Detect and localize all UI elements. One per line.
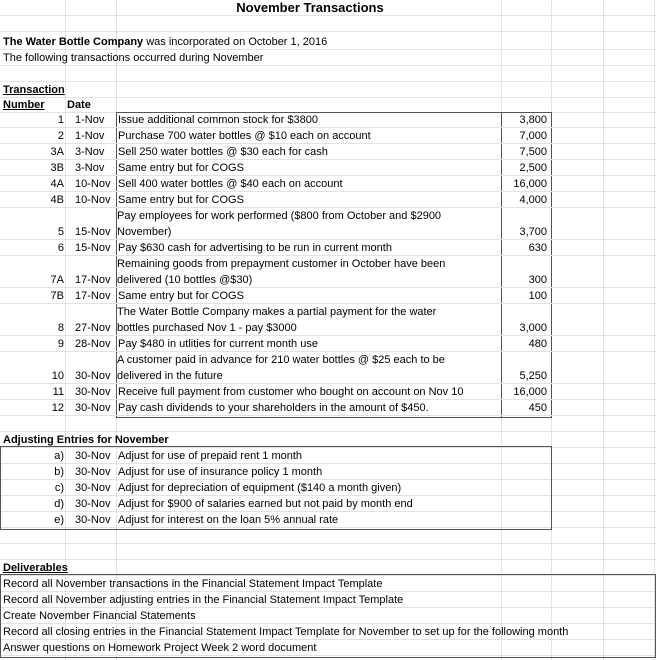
- table-row: [0, 352, 656, 384]
- header-row: [0, 82, 656, 98]
- table-row: [0, 112, 656, 128]
- txn-number: 9: [57, 338, 64, 350]
- adj-date: 30-Nov: [75, 514, 111, 526]
- txn-description-line: November): [117, 226, 172, 238]
- table-row: [0, 256, 656, 288]
- txn-description: Sell 400 water bottles @ $40 each on account: [118, 178, 343, 190]
- txn-description: Receive full payment from customer who bought on account on Nov 10: [118, 386, 464, 398]
- txn-date: 17-Nov: [75, 290, 111, 302]
- adj-date: 30-Nov: [75, 482, 111, 494]
- txn-date: 28-Nov: [75, 338, 111, 350]
- txn-number: 5: [57, 226, 64, 238]
- deliverable-text: Record all November transactions in the Financial Statement Impact Template: [3, 578, 383, 590]
- txn-description-line: The Water Bottle Company makes a partial payment for the water: [117, 306, 437, 318]
- txn-date: 17-Nov: [75, 274, 111, 286]
- txn-date: 27-Nov: [75, 322, 111, 334]
- txn-amount: 3,800: [519, 114, 547, 126]
- txn-number: 10: [51, 370, 64, 382]
- txn-number: 8: [57, 322, 64, 334]
- txn-amount: 4,000: [519, 194, 547, 206]
- adjusting-heading: Adjusting Entries for November: [3, 434, 169, 446]
- txn-description-line: Pay employees for work performed ($800 from October and $2900: [117, 210, 442, 222]
- txn-number: 12: [51, 402, 64, 414]
- number-header: Number: [3, 99, 45, 111]
- table-row: [0, 192, 656, 208]
- transaction-header: Transaction: [3, 84, 65, 96]
- txn-description-line: delivered in the future: [117, 370, 223, 382]
- row: [0, 0, 656, 16]
- txn-date: 3-Nov: [75, 146, 105, 158]
- company-line: [3, 34, 327, 50]
- txn-description-line: A customer paid in advance for 210 water bottles @ $25 each to be: [117, 354, 445, 366]
- row: [0, 34, 656, 50]
- deliverable-text: Answer questions on Homework Project Week 2 word document: [3, 642, 317, 654]
- txn-number: 6: [57, 242, 64, 254]
- txn-date: 1-Nov: [75, 114, 105, 126]
- adj-label: e): [54, 514, 64, 526]
- txn-description-line: Remaining goods from prepayment customer in October have been: [117, 258, 446, 270]
- row: [0, 544, 656, 560]
- txn-description-line: delivered (10 bottles @$30): [117, 274, 253, 286]
- deliverables-heading: Deliverables: [3, 562, 68, 574]
- adj-description: Adjust for interest on the loan 5% annual rate: [118, 514, 339, 526]
- row: [0, 50, 656, 66]
- txn-amount: 7,000: [519, 130, 547, 142]
- txn-description: Purchase 700 water bottles @ $10 each on account: [118, 130, 371, 142]
- txn-amount: 100: [528, 290, 547, 302]
- txn-number: 4A: [50, 178, 64, 190]
- txn-number: 2: [57, 130, 64, 142]
- deliverable-text: Create November Financial Statements: [3, 610, 196, 622]
- txn-description: [117, 256, 501, 288]
- txn-description: Pay $630 cash for advertising to be run in current month: [118, 242, 392, 254]
- adj-description: Adjust for use of prepaid rent 1 month: [118, 450, 303, 462]
- txn-number: 3A: [50, 146, 64, 158]
- table-row: [0, 304, 656, 336]
- txn-description-line: bottles purchased Nov 1 - pay $3000: [117, 322, 297, 334]
- txn-description: Sell 250 water bottles @ $30 each for cash: [118, 146, 328, 158]
- adj-label: a): [54, 450, 64, 462]
- txn-amount: 16,000: [513, 178, 547, 190]
- txn-date: 10-Nov: [75, 194, 111, 206]
- page-title: November Transactions: [236, 0, 384, 15]
- txn-date: 15-Nov: [75, 242, 111, 254]
- deliverable-text: Record all closing entries in the Financial Statement Impact Template for November to set up for the following month: [3, 626, 569, 638]
- row: [0, 528, 656, 544]
- txn-amount: 450: [528, 402, 547, 414]
- txn-amount: 7,500: [519, 146, 547, 158]
- adj-date: 30-Nov: [75, 450, 111, 462]
- adj-date: 30-Nov: [75, 466, 111, 478]
- table-row: [0, 336, 656, 352]
- table-row: [0, 160, 656, 176]
- adj-description: Adjust for use of insurance policy 1 month: [118, 466, 323, 478]
- deliverables-box: [0, 574, 656, 658]
- header-row: [0, 97, 656, 113]
- txn-date: 3-Nov: [75, 162, 105, 174]
- intro-text: The following transactions occurred during November: [3, 52, 264, 64]
- adj-label: b): [54, 466, 64, 478]
- table-row: [0, 288, 656, 304]
- txn-date: 10-Nov: [75, 178, 111, 190]
- table-row: [0, 240, 656, 256]
- txn-description: Issue additional common stock for $3800: [118, 114, 318, 126]
- txn-amount: 2,500: [519, 162, 547, 174]
- adjusting-box: [0, 446, 552, 530]
- row: [0, 66, 656, 82]
- adj-date: 30-Nov: [75, 498, 111, 510]
- txn-number: 4B: [50, 194, 64, 206]
- date-header: Date: [67, 99, 91, 111]
- txn-amount: 3,700: [519, 226, 547, 238]
- txn-number: 7B: [50, 290, 64, 302]
- company-name: The Water Bottle Company: [3, 36, 144, 48]
- txn-description: Same entry but for COGS: [118, 162, 244, 174]
- adj-label: d): [54, 498, 64, 510]
- txn-description: Same entry but for COGS: [118, 194, 244, 206]
- adj-description: Adjust for depreciation of equipment ($140 a month given): [118, 482, 402, 494]
- txn-amount: 300: [528, 274, 547, 286]
- txn-amount: 3,000: [519, 322, 547, 334]
- table-row: [0, 144, 656, 160]
- txn-date: 30-Nov: [75, 402, 111, 414]
- txn-date: 1-Nov: [75, 130, 105, 142]
- txn-amount: 16,000: [513, 386, 547, 398]
- txn-number: 1: [57, 114, 64, 126]
- adj-description: Adjust for $900 of salaries earned but not paid by month end: [118, 498, 413, 510]
- txn-number: 7A: [50, 274, 64, 286]
- txn-amount: 630: [528, 242, 547, 254]
- table-row: [0, 176, 656, 192]
- txn-description: Pay cash dividends to your shareholders in the amount of $450.: [118, 402, 429, 414]
- table-row: [0, 400, 656, 416]
- table-row: [0, 384, 656, 400]
- txn-date: 30-Nov: [75, 370, 111, 382]
- table-row: [0, 208, 656, 240]
- txn-number: 11: [52, 386, 64, 398]
- company-incorporated: was incorporated on October 1, 2016: [143, 36, 328, 48]
- txn-description: Same entry but for COGS: [118, 290, 244, 302]
- txn-number: 3B: [50, 162, 64, 174]
- txn-date: 30-Nov: [75, 386, 111, 398]
- deliverable-text: Record all November adjusting entries in the Financial Statement Impact Template: [3, 594, 404, 606]
- txn-amount: 5,250: [519, 370, 547, 382]
- txn-description: Pay $480 in utlities for current month use: [118, 338, 318, 350]
- row: [0, 416, 656, 432]
- table-row: [0, 128, 656, 144]
- txn-description: [117, 352, 501, 384]
- txn-description: [117, 208, 501, 240]
- adj-label: c): [54, 482, 64, 494]
- txn-date: 15-Nov: [75, 226, 111, 238]
- txn-description: [117, 304, 501, 336]
- row: [0, 16, 656, 32]
- txn-amount: 480: [528, 338, 547, 350]
